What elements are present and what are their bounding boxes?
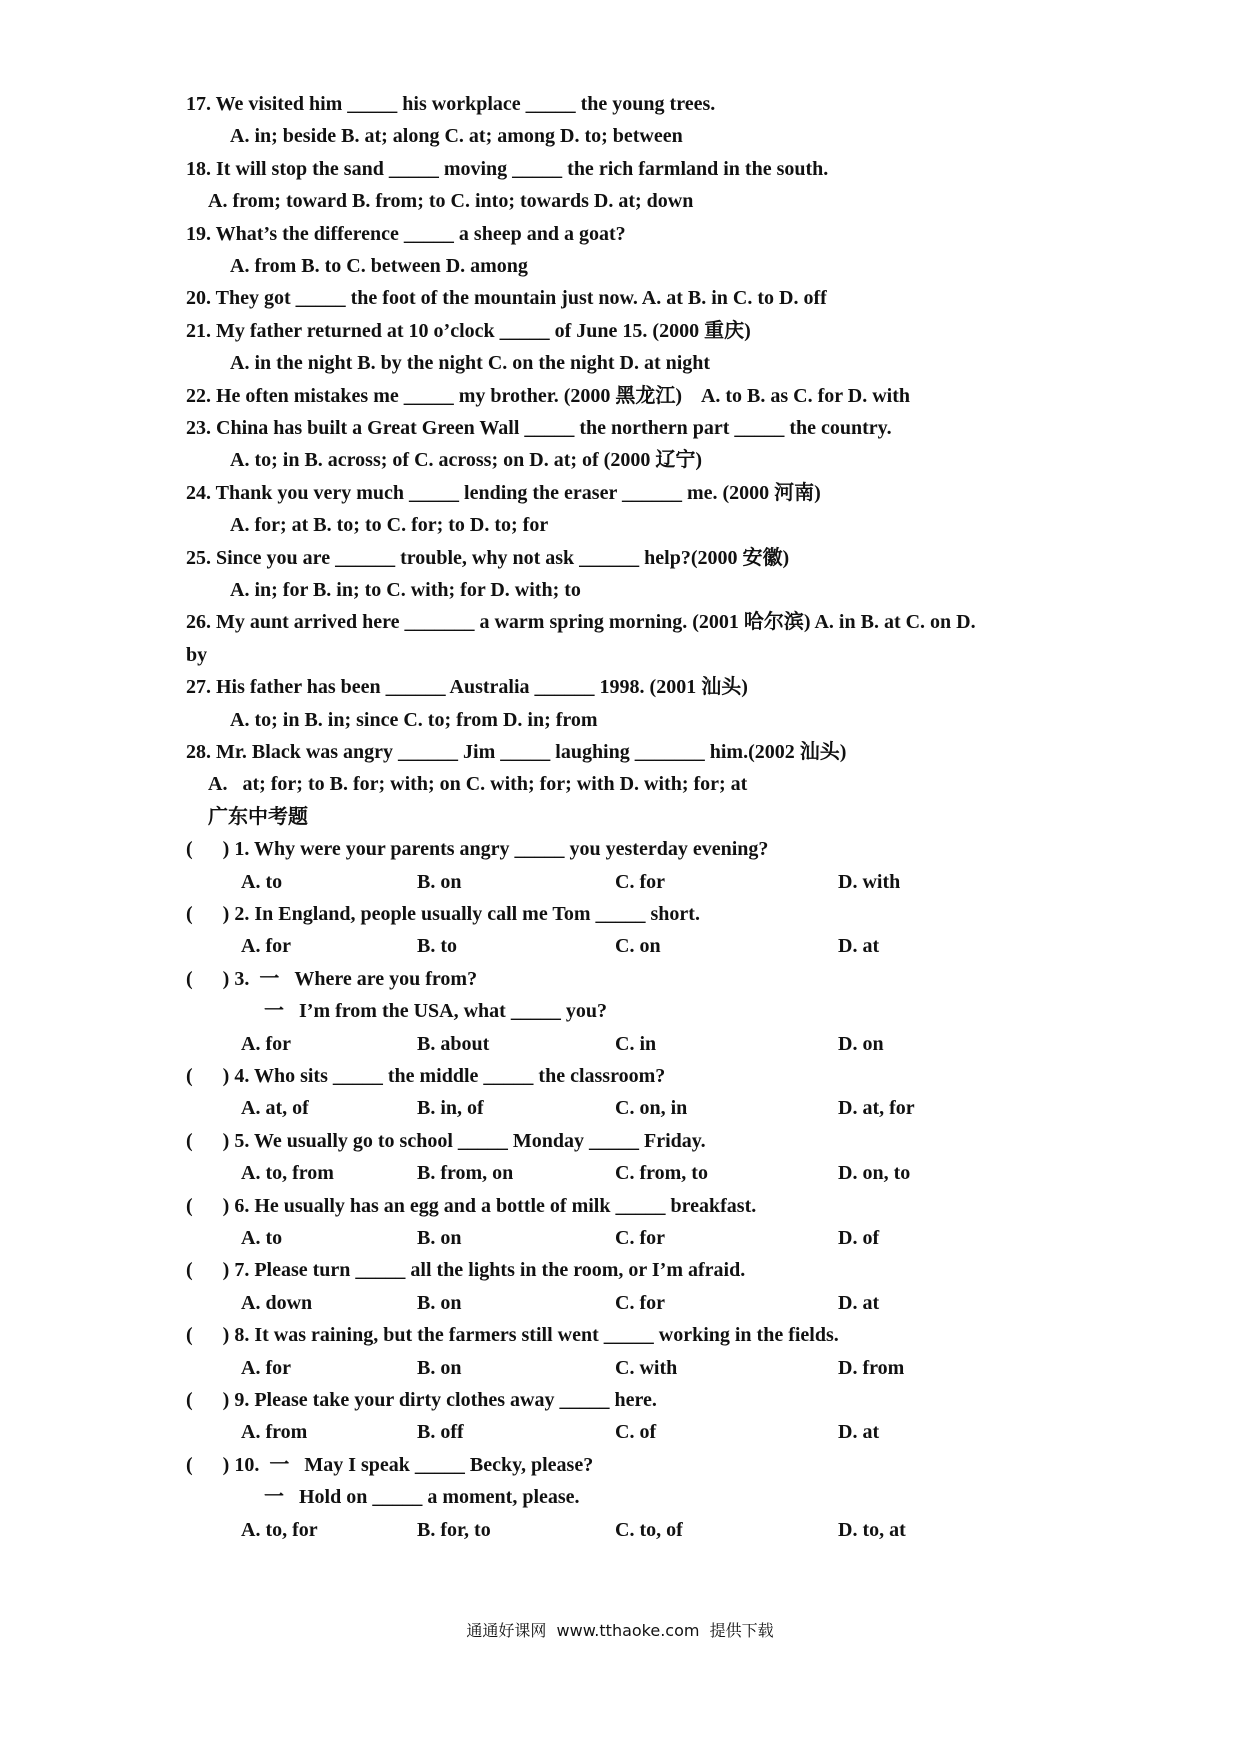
- answer-option: A. to: [241, 1227, 283, 1249]
- question-stem: ( ) 4. Who sits _____ the middle _____ the classroom?: [186, 1065, 666, 1087]
- answer-option: A. for: [241, 1356, 291, 1379]
- answer-option: B. in, of: [417, 1097, 484, 1120]
- answer-options: A. to; in B. in; since C. to; from D. in; from: [230, 708, 598, 731]
- answer-option: B. for, to: [417, 1518, 491, 1541]
- answer-option: B. on: [417, 1356, 462, 1379]
- section-title: 广东中考题: [208, 805, 308, 828]
- question-stem: 26. My aunt arrived here _______ a warm spring morning. (2001 哈尔滨) A. in B. at C. on D.: [186, 611, 976, 634]
- question-dialogue-line: 一 Hold on _____ a moment, please.: [264, 1486, 580, 1509]
- answer-option: D. on: [838, 1032, 884, 1055]
- question-stem: 27. His father has been ______ Australia ______ 1998. (2001 汕头): [186, 676, 748, 699]
- answer-option: C. on: [615, 935, 661, 958]
- question-stem: 24. Thank you very much _____ lending the eraser ______ me. (2000 河南): [186, 481, 821, 504]
- answer-option: B. to: [417, 935, 457, 958]
- question-stem: 17. We visited him _____ his workplace _____ the young trees.: [186, 93, 716, 115]
- question-stem: ( ) 5. We usually go to school _____ Monday _____ Friday.: [186, 1129, 706, 1152]
- answer-option: A. down: [241, 1291, 313, 1314]
- answer-option: A. for: [241, 1032, 291, 1055]
- answer-options: A. at; for; to B. for; with; on C. with; for; with D. with; for; at: [208, 773, 748, 796]
- answer-options: A. in; for B. in; to C. with; for D. with; to: [230, 579, 581, 601]
- answer-option: C. from, to: [615, 1162, 708, 1185]
- question-stem: 21. My father returned at 10 o’clock _____ of June 15. (2000 重庆): [186, 319, 751, 342]
- answer-option: C. with: [615, 1356, 678, 1379]
- question-stem: ( ) 1. Why were your parents angry _____ you yesterday evening?: [186, 838, 769, 861]
- answer-options: A. in the night B. by the night C. on the night D. at night: [230, 352, 711, 375]
- answer-option: C. of: [615, 1421, 657, 1444]
- answer-options: A. from B. to C. between D. among: [230, 255, 528, 277]
- answer-option: B. on: [417, 1291, 462, 1314]
- question-stem: 20. They got _____ the foot of the mountain just now. A. at B. in C. to D. off: [186, 287, 827, 310]
- question-stem: 22. He often mistakes me _____ my brother. (2000 黑龙江) A. to B. as C. for D. with: [186, 384, 911, 407]
- answer-option: C. for: [615, 1227, 665, 1249]
- answer-options: A. for; at B. to; to C. for; to D. to; for: [230, 514, 549, 537]
- question-stem: ( ) 2. In England, people usually call me Tom _____ short.: [186, 903, 700, 925]
- answer-options: A. to; in B. across; of C. across; on D. at; of (2000 辽宁): [230, 449, 702, 472]
- question-stem: ( ) 3. 一 Where are you from?: [186, 967, 478, 990]
- question-stem: 19. What’s the difference _____ a sheep and a goat?: [186, 222, 626, 245]
- answer-option: A. to: [241, 870, 283, 893]
- answer-option: B. about: [417, 1032, 490, 1055]
- answer-option: A. to, from: [241, 1162, 334, 1185]
- answer-option: D. on, to: [838, 1162, 911, 1185]
- question-stem: 18. It will stop the sand _____ moving _____ the rich farmland in the south.: [186, 157, 829, 180]
- answer-option: B. on: [417, 1227, 462, 1249]
- answer-option: B. off: [417, 1421, 464, 1444]
- question-stem: 23. China has built a Great Green Wall _____ the northern part _____ the country.: [186, 417, 892, 439]
- answer-option: B. on: [417, 870, 462, 893]
- answer-option: D. from: [838, 1356, 905, 1379]
- question-stem: ( ) 10. 一 May I speak _____ Becky, please?: [186, 1453, 594, 1476]
- question-stem: 25. Since you are ______ trouble, why not ask ______ help?(2000 安徽): [186, 546, 790, 569]
- answer-option: D. at: [838, 1421, 880, 1444]
- answer-options: A. from; toward B. from; to C. into; towards D. at; down: [208, 190, 694, 213]
- answer-option: D. at: [838, 1291, 880, 1314]
- answer-option: C. for: [615, 870, 665, 893]
- answer-option: A. to, for: [241, 1518, 318, 1541]
- answer-option: D. of: [838, 1227, 880, 1249]
- question-dialogue-line: 一 I’m from the USA, what _____ you?: [264, 1000, 607, 1023]
- answer-option: C. to, of: [615, 1518, 683, 1541]
- page-footer: 通通好课网 www.tthaoke.com 提供下载: [466, 1621, 774, 1640]
- answer-option: B. from, on: [417, 1162, 514, 1185]
- answer-option: D. at, for: [838, 1097, 915, 1120]
- question-stem: ( ) 6. He usually has an egg and a bottle of milk _____ breakfast.: [186, 1194, 757, 1217]
- question-stem: ( ) 9. Please take your dirty clothes away _____ here.: [186, 1389, 657, 1411]
- answer-option: A. for: [241, 935, 291, 958]
- answer-option: A. at, of: [241, 1097, 309, 1120]
- answer-option: D. with: [838, 870, 901, 893]
- question-stem: ( ) 8. It was raining, but the farmers still went _____ working in the fields.: [186, 1324, 839, 1347]
- question-stem: 28. Mr. Black was angry ______ Jim _____ laughing _______ him.(2002 汕头): [186, 741, 847, 763]
- answer-option: C. for: [615, 1291, 665, 1314]
- answer-option: C. on, in: [615, 1097, 688, 1120]
- answer-options: by: [186, 643, 208, 666]
- question-stem: ( ) 7. Please turn _____ all the lights in the room, or I’m afraid.: [186, 1259, 746, 1282]
- answer-option: C. in: [615, 1032, 657, 1055]
- answer-option: D. to, at: [838, 1518, 906, 1541]
- answer-option: D. at: [838, 935, 880, 958]
- answer-option: A. from: [241, 1421, 308, 1444]
- answer-options: A. in; beside B. at; along C. at; among D. to; between: [230, 125, 683, 148]
